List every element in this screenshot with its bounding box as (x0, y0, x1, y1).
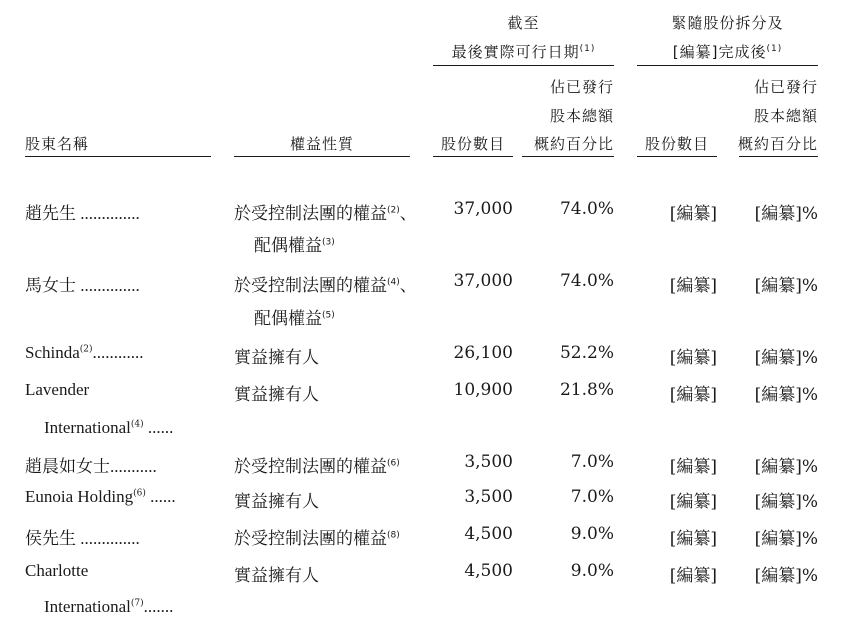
table-row-pct-post: [編纂]% (754, 566, 818, 586)
col-header-nature: 權益性質 (289, 135, 354, 153)
col-header-pct-post: 概約百分比 (737, 135, 818, 153)
table-row-name: 馬女士 .............. (25, 276, 140, 296)
col-rule-pct-post (739, 156, 818, 157)
table-row-shares-post: [編纂] (669, 492, 717, 512)
table-row-shares-post: [編纂] (669, 457, 717, 477)
table-row-nature: 實益擁有人 (234, 492, 319, 512)
table-row-pct-post: [編纂]% (754, 457, 818, 477)
table-row-name: Eunoia Holding$^{(6)}$ ...... (25, 487, 176, 506)
table-row-shares: 37,000 (453, 271, 513, 291)
table-row-nature: 實益擁有人 (234, 385, 319, 405)
group-post-title-line1: 緊隨股份拆分及 (671, 14, 784, 32)
pct-post-header-line1: 佔已發行 (753, 78, 818, 96)
table-row-pct: 52.2% (559, 343, 614, 363)
group-post-rule (637, 65, 818, 66)
table-row-nature-line2: 配偶權益$^{(5)}$ (254, 309, 335, 329)
col-header-name: 股東名稱 (25, 135, 90, 153)
table-row-shares: 3,500 (464, 452, 513, 472)
group-current-title-line1: 截至 (507, 14, 540, 32)
table-row-name: 侯先生 .............. (25, 529, 140, 549)
table-row-name: Lavender (25, 380, 90, 399)
table-row-shares: 4,500 (464, 561, 513, 581)
table-row-shares: 26,100 (453, 343, 513, 363)
table-row-name: Charlotte (25, 561, 89, 580)
table-row-pct-post: [編纂]% (754, 492, 818, 512)
table-row-shares-post: [編纂] (669, 385, 717, 405)
group-current-title-line2: 最後實際可行日期$^{(1)}$ (451, 43, 596, 61)
table-row-shares-post: [編纂] (669, 204, 717, 224)
table-row-nature: 於受控制法團的權益$^{(8)}$ (234, 529, 400, 549)
col-rule-pct (522, 156, 614, 157)
pct-header-line1: 佔已發行 (549, 78, 614, 96)
table-row-pct-post: [編纂]% (754, 204, 818, 224)
table-row-nature: 於受控制法團的權益$^{(6)}$ (234, 457, 400, 477)
col-rule-name (25, 156, 211, 157)
table-row-name: 趙晨如女士........... (25, 457, 157, 477)
table-row-name-line2: International$^{(7)}$....... (44, 597, 174, 616)
table-row-shares: 4,500 (464, 524, 513, 544)
pct-post-header-line2: 股本總額 (753, 107, 818, 125)
col-header-pct: 概約百分比 (533, 135, 614, 153)
table-row-name-line2: International$^{(4)}$ ...... (44, 418, 174, 437)
table-row-pct: 7.0% (570, 487, 614, 507)
table-row-pct-post: [編纂]% (754, 385, 818, 405)
table-row-pct: 74.0% (559, 199, 614, 219)
col-rule-nature (234, 156, 410, 157)
table-row-pct: 9.0% (570, 561, 614, 581)
table-row-nature: 實益擁有人 (234, 566, 319, 586)
pct-header-line2: 股本總額 (549, 107, 614, 125)
table-row-pct: 9.0% (570, 524, 614, 544)
table-row-pct-post: [編纂]% (754, 348, 818, 368)
table-row-pct: 21.8% (559, 380, 614, 400)
table-row-shares-post: [編纂] (669, 529, 717, 549)
table-row-name: Schinda$^{(2)}$............ (25, 343, 144, 362)
col-rule-shares-post (637, 156, 717, 157)
table-row-nature: 於受控制法團的權益$^{(2)}$、 (234, 204, 417, 224)
col-header-shares-post: 股份數目 (644, 135, 709, 153)
table-row-pct: 7.0% (570, 452, 614, 472)
group-post-title-line2: [編纂]完成後$^{(1)}$ (672, 43, 783, 61)
table-row-nature: 於受控制法團的權益$^{(4)}$、 (234, 276, 417, 296)
table-row-pct-post: [編纂]% (754, 276, 818, 296)
table-row-shares: 3,500 (464, 487, 513, 507)
table-row-shares: 37,000 (453, 199, 513, 219)
table-row-shares: 10,900 (453, 380, 513, 400)
table-row-shares-post: [編纂] (669, 566, 717, 586)
table-row-pct-post: [編纂]% (754, 529, 818, 549)
group-current-rule (433, 65, 614, 66)
table-row-nature: 實益擁有人 (234, 348, 319, 368)
col-header-shares: 股份數目 (440, 135, 505, 153)
table-row-shares-post: [編纂] (669, 348, 717, 368)
col-rule-shares (433, 156, 513, 157)
table-row-pct: 74.0% (559, 271, 614, 291)
table-row-nature-line2: 配偶權益$^{(3)}$ (254, 236, 335, 256)
table-row-shares-post: [編纂] (669, 276, 717, 296)
table-row-name: 趙先生 .............. (25, 204, 140, 224)
